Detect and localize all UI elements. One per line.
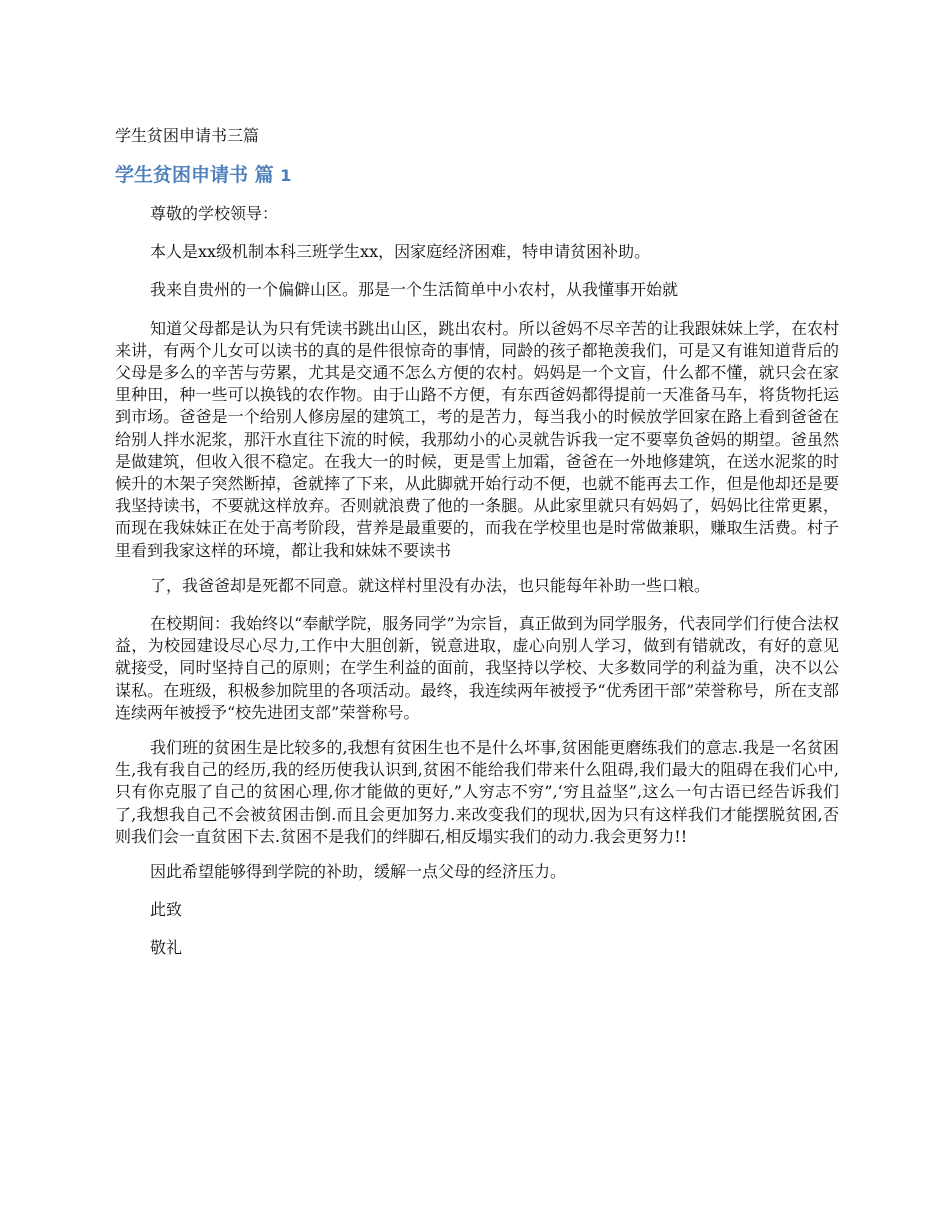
closing-jingli: 敬礼 <box>150 938 183 958</box>
family-paragraph: 知道父母都是认为只有凭读书跳出山区，跳出农村。所以爸妈不尽辛苦的让我跟妹妹上学，在农村来讲，有两个儿女可以读书的真的是件很惊奇的事情，同龄的孩子都艳羡我们，可是又有谁知道背后的父母是多么的辛苦与劳累，尤其是交通不怎么方便的农村。妈妈是一个文盲，什么都不懂，就只会在家里种田，种一些可以换钱的农作物。由于山路不方便，有东西爸妈都得提前一天准备马车，将货物托运到市场。爸爸是一个给别人修房屋的建筑工，考的是苦力，每当我小的时候放学回家在路上看到爸爸在给别人拌水泥浆，那汗水直往下流的时候，我那幼小的心灵就告诉我一定不要辜负爸妈的期望。爸虽然是做建筑，但收入很不稳定。在我大一的时候，更是雪上加霜，爸爸在一外地修建筑，在送水泥浆的时候升的木架子突然断掉，爸就摔了下来，从此脚就开始行动不便，也就不能再去工作，但是他却还是要我坚持读书，不要就这样放弃。否则就浪费了他的一条腿。从此家里就只有妈妈了，妈妈比往常更累，而现在我妹妹正在处于高考阶段，营养是最重要的，而我在学校里也是时常做兼职，赚取生活费。村子里看到我家这样的环境，都让我和妹妹不要读书 <box>115 318 839 560</box>
document-title: 学生贫困申请书三篇 <box>115 126 260 145</box>
poverty-reflection-paragraph: 我们班的贫困生是比较多的,我想有贫困生也不是什么坏事,贫困能更磨练我们的意志.我是一名贫困生,我有我自己的经历,我的经历使我认识到,贫困不能给我们带来什么阻碍,我们最大的阻碍在我们心中,只有你克服了自己的贫困心理,你才能做的更好,”人穷志不穷”,‘穷且益坚”,这么一句古语已经告诉我们了,我想我自己不会被贫困击倒.而且会更加努力.来改变我们的现状,因为只有这样我们才能摆脱贫困,否则我们会一直贫困下去.贫困不是我们的绊脚石,相反塌实我们的动力.我会更努力!! <box>115 738 839 846</box>
request-paragraph: 因此希望能够得到学院的补助，缓解一点父母的经济压力。 <box>150 862 567 882</box>
section-number: 1 <box>280 166 292 185</box>
document-page <box>115 124 839 976</box>
school-period-paragraph: 在校期间：我始终以“奉献学院，服务同学”为宗旨，真正做到为同学服务，代表同学们行使合法权益，为校园建设尽心尽力,工作中大胆创新，锐意进取，虚心向别人学习，做到有错就改，有好的意见就接受，同时坚持自己的原则；在学生利益的面前，我坚持以学校、大多数同学的利益为重，决不以公谋私。在班级，积极参加院里的各项活动。最终，我连续两年被授予“优秀团干部”荣誉称号，所在支部连续两年被授予“校先进团支部”荣誉称号。 <box>115 614 839 722</box>
background-paragraph: 我来自贵州的一个偏僻山区。那是一个生活简单中小农村，从我懂事开始就 <box>150 280 679 300</box>
intro-paragraph: 本人是xx级机制本科三班学生xx，因家庭经济困难，特申请贫困补助。 <box>150 242 651 262</box>
village-paragraph: 了，我爸爸却是死都不同意。就这样村里没有办法，也只能每年补助一些口粮。 <box>150 575 711 595</box>
closing-cizhi: 此致 <box>150 900 183 920</box>
section-heading-text: 学生贫困申请书 篇 <box>115 164 274 186</box>
section-heading <box>115 162 839 189</box>
salutation: 尊敬的学校领导： <box>150 204 279 223</box>
